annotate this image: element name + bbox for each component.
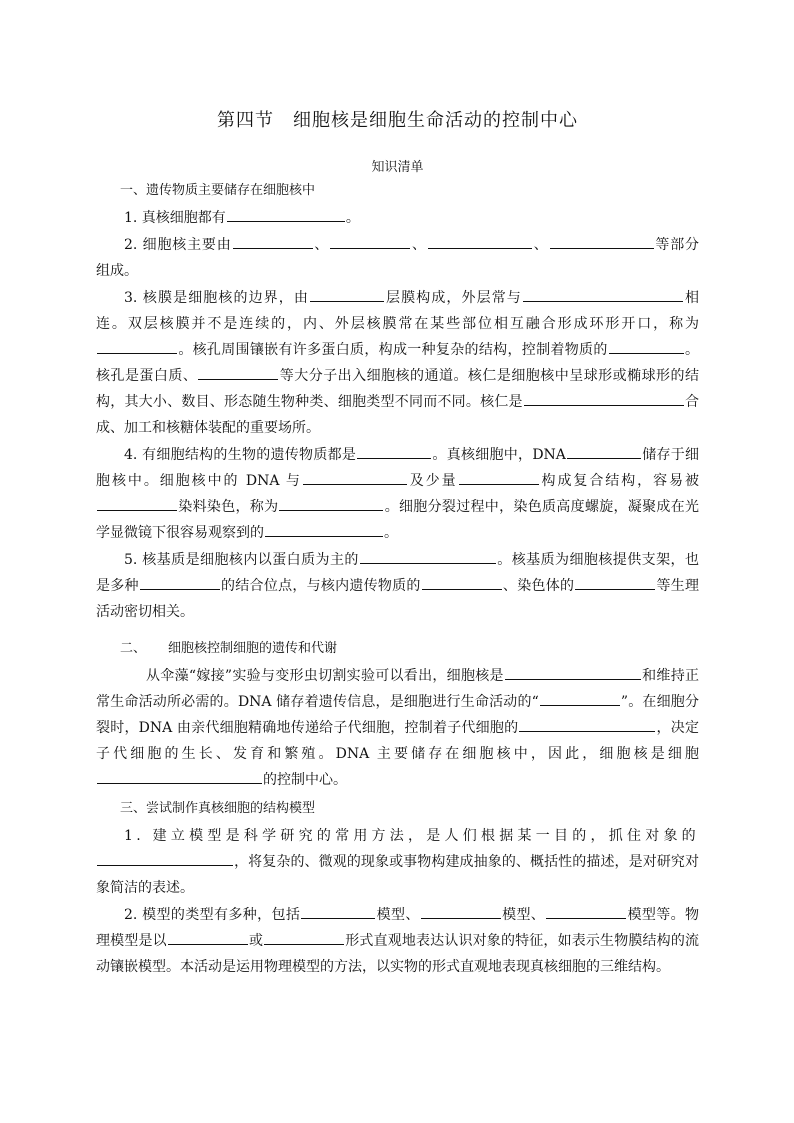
blank[interactable] [97,496,177,511]
blank[interactable] [459,470,539,485]
question-3-2: 2. 模型的类型有多种，包括 模型、 模型、 模型等。物理模型是以 或 形式直观地表达认识对象的特征，如表示生物膜结构的流动镶嵌模型。本活动是运用物理模型的方法，以实物的形式直观地表现真核细胞的三维结构。 [96,902,699,980]
worksheet-content [96,106,699,981]
blank[interactable] [303,470,407,485]
blank[interactable] [265,522,383,537]
blank[interactable] [523,287,683,302]
question-1-1: 1. 真核细胞都有 。 [96,205,699,231]
section-2-paragraph: 从伞藻“嫁接”实验与变形虫切割实验可以看出，细胞核是 和维持正常生命活动所必需的。DNA 储存着遗传信息，是细胞进行生命活动的“ ”。在细胞分裂时，DNA 由亲代细胞精确地传递给子代细胞，控制着子代细胞的 ，决定子代细胞的生长、发育和繁殖。DNA 主要储存在细胞核中，因此，细胞核是细胞的控制中心。 [96,663,699,793]
blank[interactable] [233,234,313,249]
blank[interactable] [422,575,502,590]
blank[interactable] [519,717,655,732]
blank[interactable] [227,207,345,222]
blank[interactable] [97,769,262,784]
blank[interactable] [264,930,344,945]
question-1-4: 4. 有细胞结构的生物的遗传物质都是 。真核细胞中，DNA 储存于细胞核中。细胞核中的 DNA 与 及少量 构成复合结构，容易被染料染色，称为 。细胞分裂过程中，染色质高度螺旋，凝聚成在光学显微镜下很容易观察到的 。 [96,442,699,546]
question-3-1: 1. 建立模型是科学研究的常用方法，是人们根据某一目的，抓住对象的，将复杂的、微观的现象或事物构建成抽象的、概括性的描述，是对研究对象简洁的表述。 [96,828,699,896]
section-subtitle: 知识清单 [371,160,424,175]
blank[interactable] [168,930,248,945]
blank[interactable] [567,444,641,459]
blank[interactable] [279,496,383,511]
blank[interactable] [575,575,655,590]
blank[interactable] [360,549,496,564]
blank[interactable] [546,904,626,919]
blank[interactable] [140,575,220,590]
blank[interactable] [330,234,410,249]
blank[interactable] [310,287,384,302]
blank[interactable] [198,365,278,380]
blank[interactable] [428,234,532,249]
question-1-2: 2. 细胞核主要由 、 、 、 等部分组成。 [96,232,699,284]
blank[interactable] [540,691,620,706]
blank[interactable] [524,391,684,406]
blank[interactable] [97,339,177,354]
section-heading-2: 二、 细胞核控制细胞的遗传和代谢 [120,641,338,656]
blank[interactable] [550,234,654,249]
section-heading-3: 三、尝试制作真核细胞的结构模型 [120,801,316,816]
page-title: 第四节 细胞核是细胞生命活动的控制中心 [217,110,578,131]
section-heading-1: 一、遗传物质主要储存在细胞核中 [120,183,316,198]
blank[interactable] [97,851,233,866]
blank[interactable] [609,339,684,354]
question-1-5: 5. 核基质是细胞核内以蛋白质为主的 。核基质为细胞核提供支架，也是多种 的结合位点，与核内遗传物质的 、染色体的 等生理活动密切相关。 [96,547,699,625]
blank[interactable] [505,665,641,680]
blank[interactable] [301,904,375,919]
question-1-3: 3. 核膜是细胞核的边界，由 层膜构成，外层常与 相连。双层核膜并不是连续的，内、外层核膜常在某些部位相互融合形成环形开口，称为。核孔周围镶嵌有许多蛋白质，构成一种复杂的结构，控制着物质的 。核孔是蛋白质、 等大分子出入细胞核的通道。核仁是细胞核中呈球形或椭球形的结构，其大小、数目、形态随生物种类、细胞类型不同而不同。核仁是 合成、加工和核糖体装配的重要场所。 [96,285,699,441]
blank[interactable] [421,904,501,919]
blank[interactable] [357,444,431,459]
